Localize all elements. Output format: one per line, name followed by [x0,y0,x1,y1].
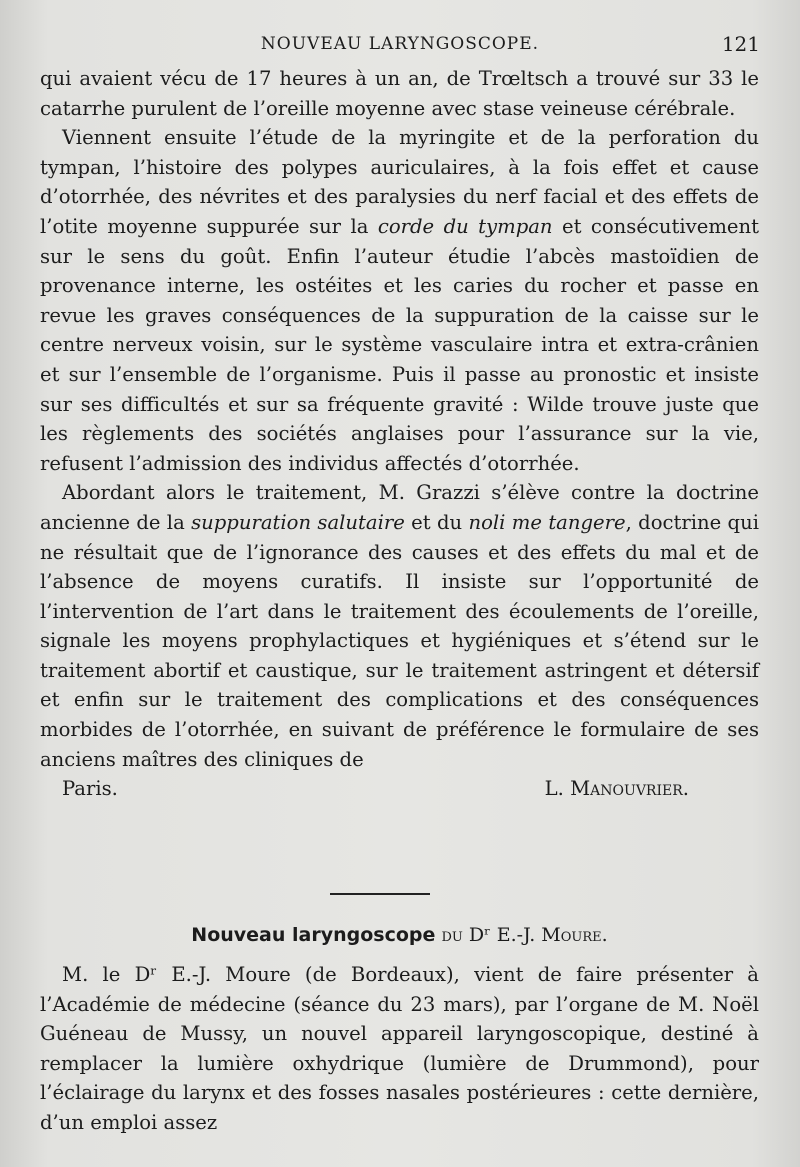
paragraph-text: M. le Dʳ E.-J. Moure (de Bordeaux), vient de faire présenter à l’Académie de médecine (séance du 23 mars), par l’organe de M. Noël Guéneau de Mussy, un nouvel appareil laryngoscopique, destiné à remplacer la lumière oxhydrique (lumière de Drummond), pour l’éclairage du larynx et des fosses nasales postérieures : cette dernière, d’un emploi assez [40,963,759,1134]
page-number: 121 [721,32,760,56]
paragraph-continued [40,64,759,123]
paragraph-traitement [40,478,759,774]
section-title [40,924,759,946]
section-title-name: E.-J. Moure. [490,924,608,946]
paragraph-text: et du [404,510,469,534]
section-title-dr: Dʳ [468,924,491,946]
paragraph-text: Viennent ensuite l’étude de la myringite et de la perforation du tympan, l’histoire des polypes auriculaires, à la fois effet et cause d’otorrhée, des névrites et des paralysies du nerf facial et des effets de l’otite moyenne suppurée sur la [40,126,759,238]
paragraph-text: qui avaient vécu de 17 heures à un an, de Trœltsch a trouvé sur 33 le catarrhe purulent de l’oreille moyenne avec stase veineuse cérébrale. [40,67,759,120]
italic-term: suppuration salutaire [191,510,405,534]
running-title: NOUVEAU LARYNGOSCOPE. [260,34,540,54]
paragraph-text: , doctrine qui ne résultait que de l’ignorance des causes et des effets du mal et de l’absence de moyens curatifs. Il insiste sur l’opportunité de l’intervention de l’art dans le traitement des écoulements de l’oreille, signale les moyens prophylactiques et hygiéniques et s’étend sur le traitement abortif et caustique, sur le traitement astringent et détersif et enfin sur le traitement des complications et des conséquences morbides de l’otorrhée, en suivant de préférence le formulaire de ses anciens maîtres des cliniques de [40,510,759,771]
author-signature: L. Manouvrier. [544,777,689,801]
article-body [40,64,759,804]
paragraph-text: et consécutivement sur le sens du goût. Enfin l’auteur étudie l’abcès mastoïdien de provenance interne, les ostéites et les caries du rocher et passe en revue les graves conséquences de la suppuration de la caisse sur le centre nerveux voisin, sur le système vasculaire intra et extra-crânien et sur l’ensemble de l’organisme. Puis il passe au pronostic et insiste sur ses difficultés et sur sa fréquente gravité : Wilde trouve juste que les règlements des sociétés anglaises pour l’assurance sur la vie, refusent l’admission des individus affectés d’otorrhée. [40,214,759,475]
paragraph-myringite [40,123,759,478]
italic-term: corde du tympan [377,214,553,238]
italic-term: noli me tangere [468,510,626,534]
section-title-du: du [435,924,469,946]
paragraph-text: Abordant alors le traitement, M. Grazzi s’élève contre la doctrine ancienne de la [40,481,759,534]
section-title-main: Nouveau laryngoscope [191,924,436,946]
signature-line [40,774,759,804]
section-divider [330,893,430,895]
page-header [40,30,760,60]
section-body [40,960,759,1138]
paragraph-moure [40,960,759,1138]
paragraph-text: Paris. [62,777,118,801]
